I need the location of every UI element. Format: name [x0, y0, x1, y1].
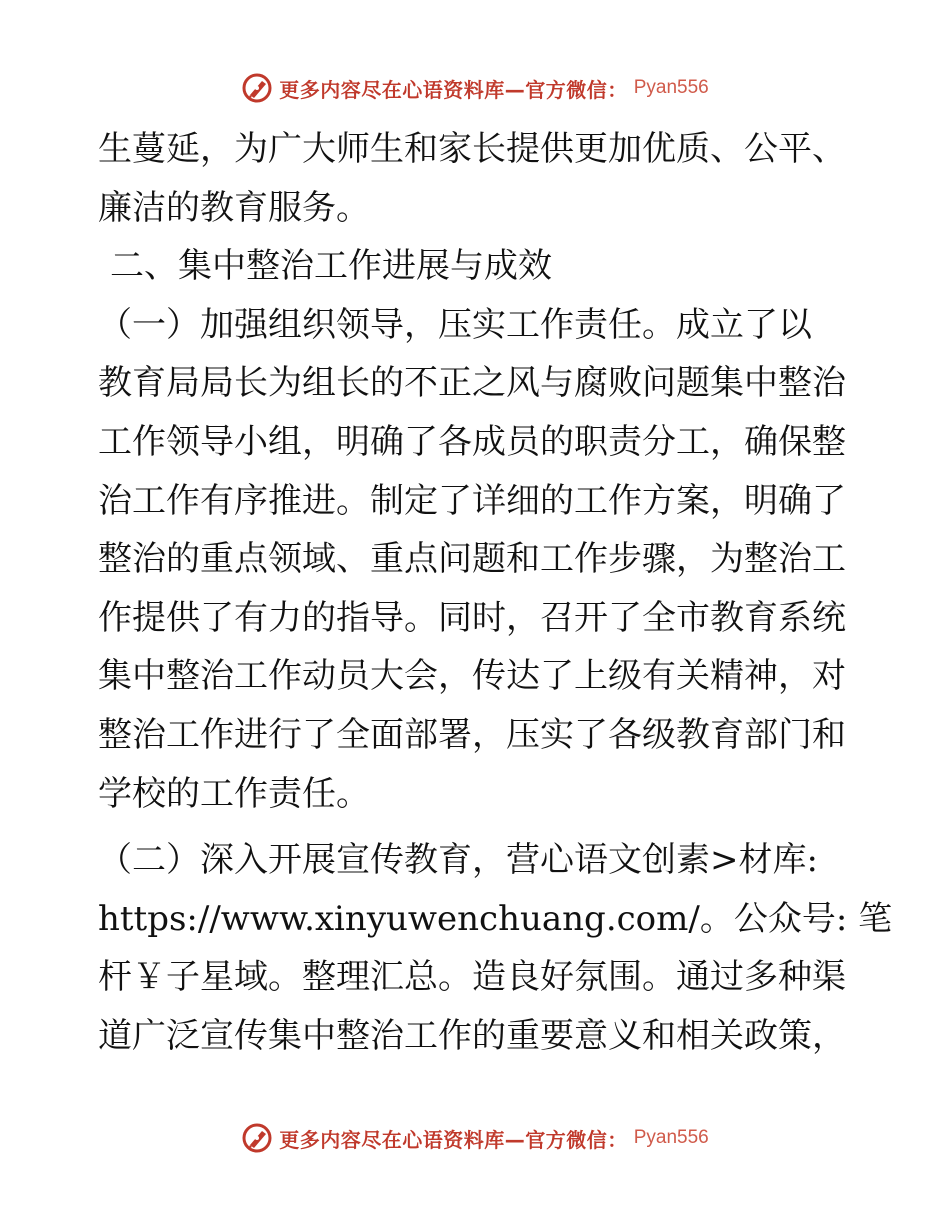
text-line: https://www.xinyuwenchuang.com/。公众号: 笔 [98, 898, 893, 939]
text-line: 教育局局长为组长的不正之风与腐败问题集中整治 [98, 363, 846, 404]
text-line: 生蔓延，为广大师生和家长提供更加优质、公平、 [98, 129, 846, 169]
header-watermark [0, 72, 950, 104]
text-line: 作提供了有力的指导。同时，召开了全市教育系统 [98, 597, 846, 638]
watermark-wechat: Pyan556 [633, 1127, 709, 1148]
footer-watermark [0, 1122, 950, 1154]
text-line: （一）加强组织领导，压实工作责任。成立了以 [98, 304, 812, 345]
text-line: 杆￥子星域。整理汇总。造良好氛围。通过多种渠 [98, 957, 846, 998]
text-line: 工作领导小组，明确了各成员的职责分工，确保整 [98, 421, 846, 462]
watermark-text: 更多内容尽在心语资料库—官方微信： [279, 1127, 628, 1152]
watermark-text: 更多内容尽在心语资料库—官方微信： [279, 77, 628, 102]
text-line: 学校的工作责任。 [98, 773, 370, 814]
text-line: 集中整治工作动员大会，传达了上级有关精神，对 [98, 656, 846, 697]
paragraph-2 [98, 296, 858, 823]
text-line: （二）深入开展宣传教育，营心语文创素>材库: [98, 840, 818, 881]
pen-logo-icon [241, 72, 273, 104]
text-line: 整治工作进行了全面部署，压实了各级教育部门和 [98, 714, 846, 755]
paragraph-1 [98, 120, 858, 237]
pen-logo-icon [241, 1122, 273, 1154]
text-line: 道广泛宣传集中整治工作的重要意义和相关政策， [98, 1015, 846, 1056]
watermark-wechat: Pyan556 [633, 77, 709, 98]
paragraph-3 [98, 831, 893, 1065]
section-heading: 二、集中整治工作进展与成效 [110, 246, 552, 287]
text-line: 治工作有序推进。制定了详细的工作方案，明确了 [98, 480, 846, 521]
document-body [98, 120, 893, 1066]
paragraph-gap [98, 823, 858, 831]
text-line: 廉洁的教育服务。 [98, 187, 370, 228]
text-line: 整治的重点领域、重点问题和工作步骤，为整治工 [98, 539, 846, 580]
